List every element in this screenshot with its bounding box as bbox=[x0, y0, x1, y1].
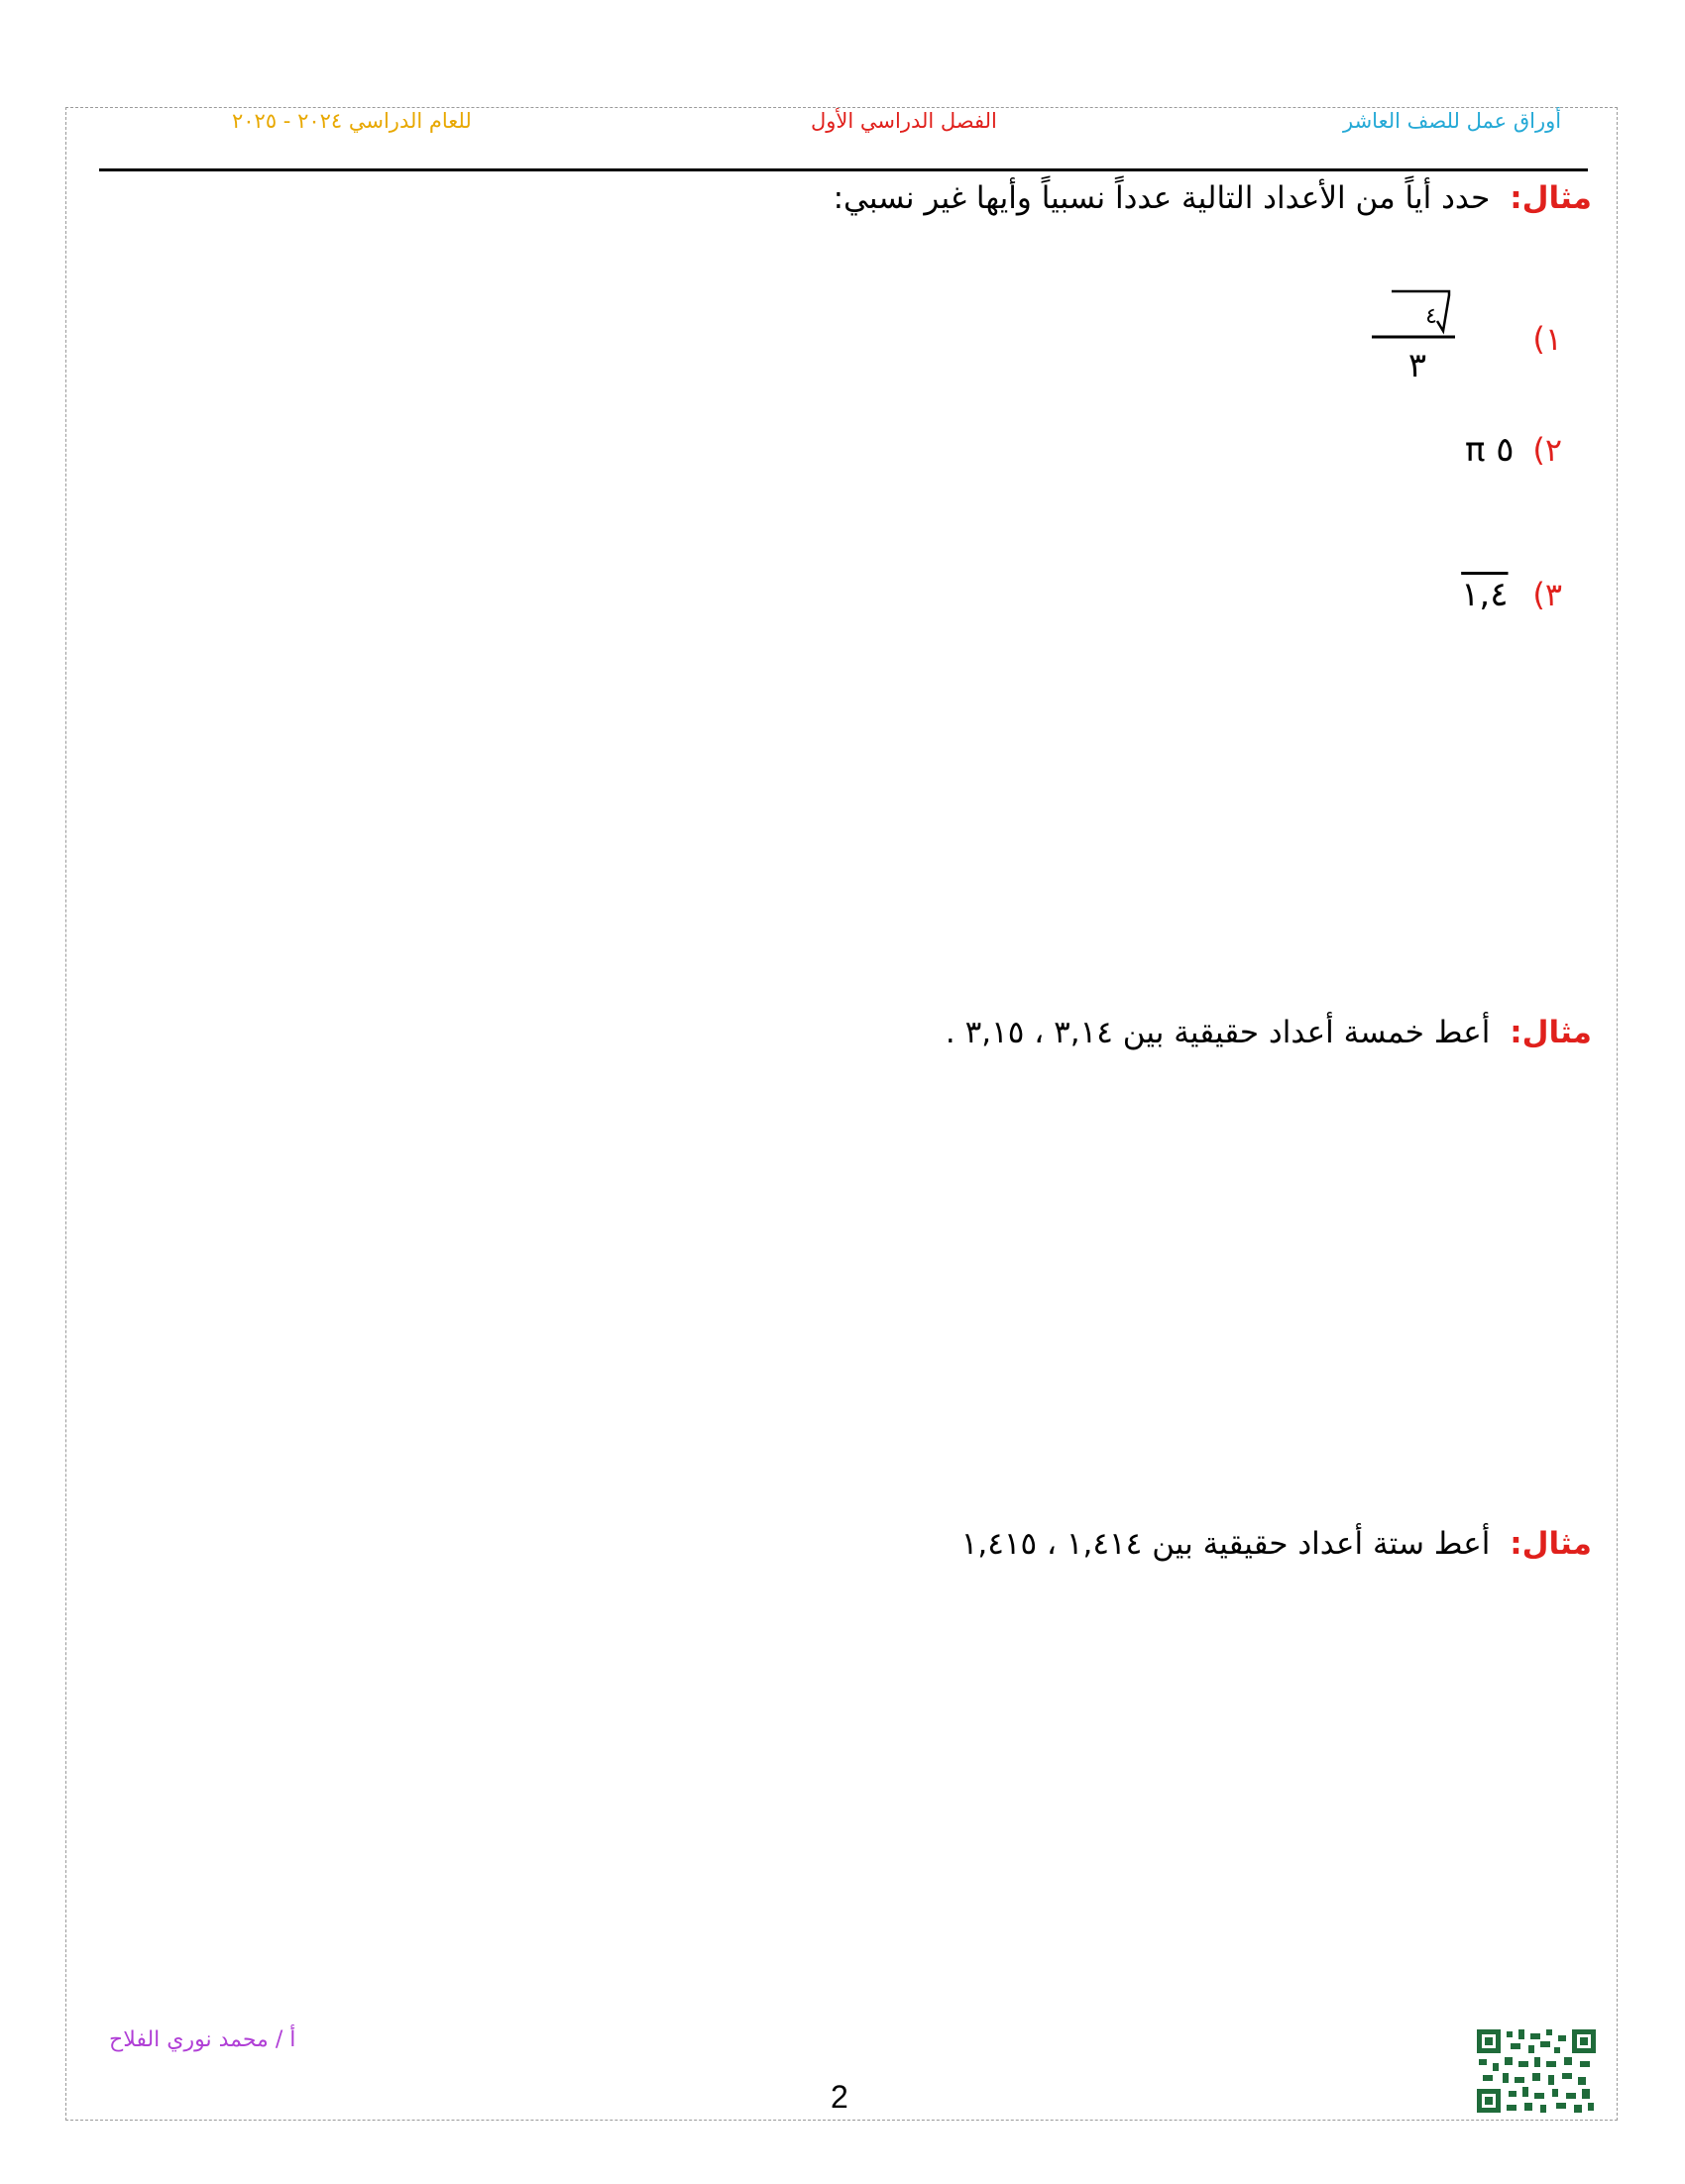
author-name: أ / محمد نوري الفلاح bbox=[109, 2027, 296, 2052]
page-number: 2 bbox=[831, 2079, 848, 2115]
example-2-label: مثال: bbox=[1510, 1015, 1592, 1050]
header-semester: الفصل الدراسي الأول bbox=[811, 109, 997, 133]
item-2-expression: ٥ π bbox=[1464, 430, 1515, 470]
header-divider bbox=[99, 168, 1588, 171]
item-2-number: ٢) bbox=[1532, 431, 1562, 469]
item-3-number: ٣) bbox=[1532, 576, 1562, 613]
example-2-text: أعط خمسة أعداد حقيقية بين ٣,١٤ ، ٣,١٥ . bbox=[945, 1015, 1491, 1050]
example-3 bbox=[961, 1526, 1592, 1562]
example-1-item-1 bbox=[1532, 319, 1562, 359]
sqrt-fraction bbox=[1368, 287, 1463, 396]
example-1-text: حدد أياً من الأعداد التالية عدداً نسبياً وأيها غير نسبي: bbox=[833, 180, 1491, 216]
example-3-text: أعط ستة أعداد حقيقية بين ١,٤١٤ ، ١,٤١٥ bbox=[960, 1526, 1491, 1562]
radical-sign-icon bbox=[1392, 291, 1449, 331]
header-course-title: أوراق عمل للصف العاشر bbox=[1343, 109, 1562, 133]
header-academic-year: للعام الدراسي ٢٠٢٤ - ٢٠٢٥ bbox=[232, 109, 472, 133]
example-3-label: مثال: bbox=[1510, 1526, 1592, 1562]
example-1 bbox=[834, 180, 1592, 216]
example-1-label: مثال: bbox=[1510, 180, 1592, 216]
fraction-denominator: ٣ bbox=[1407, 346, 1427, 385]
example-2 bbox=[946, 1015, 1592, 1050]
item-1-number: ١) bbox=[1532, 320, 1562, 358]
fraction-numerator: ٤ bbox=[1425, 304, 1437, 329]
page-border bbox=[65, 107, 1618, 2121]
example-1-item-2 bbox=[1465, 430, 1562, 470]
item-3-expression: ١,٤ bbox=[1461, 575, 1509, 614]
example-1-item-3 bbox=[1461, 575, 1562, 614]
qr-code-icon bbox=[1475, 2027, 1598, 2115]
